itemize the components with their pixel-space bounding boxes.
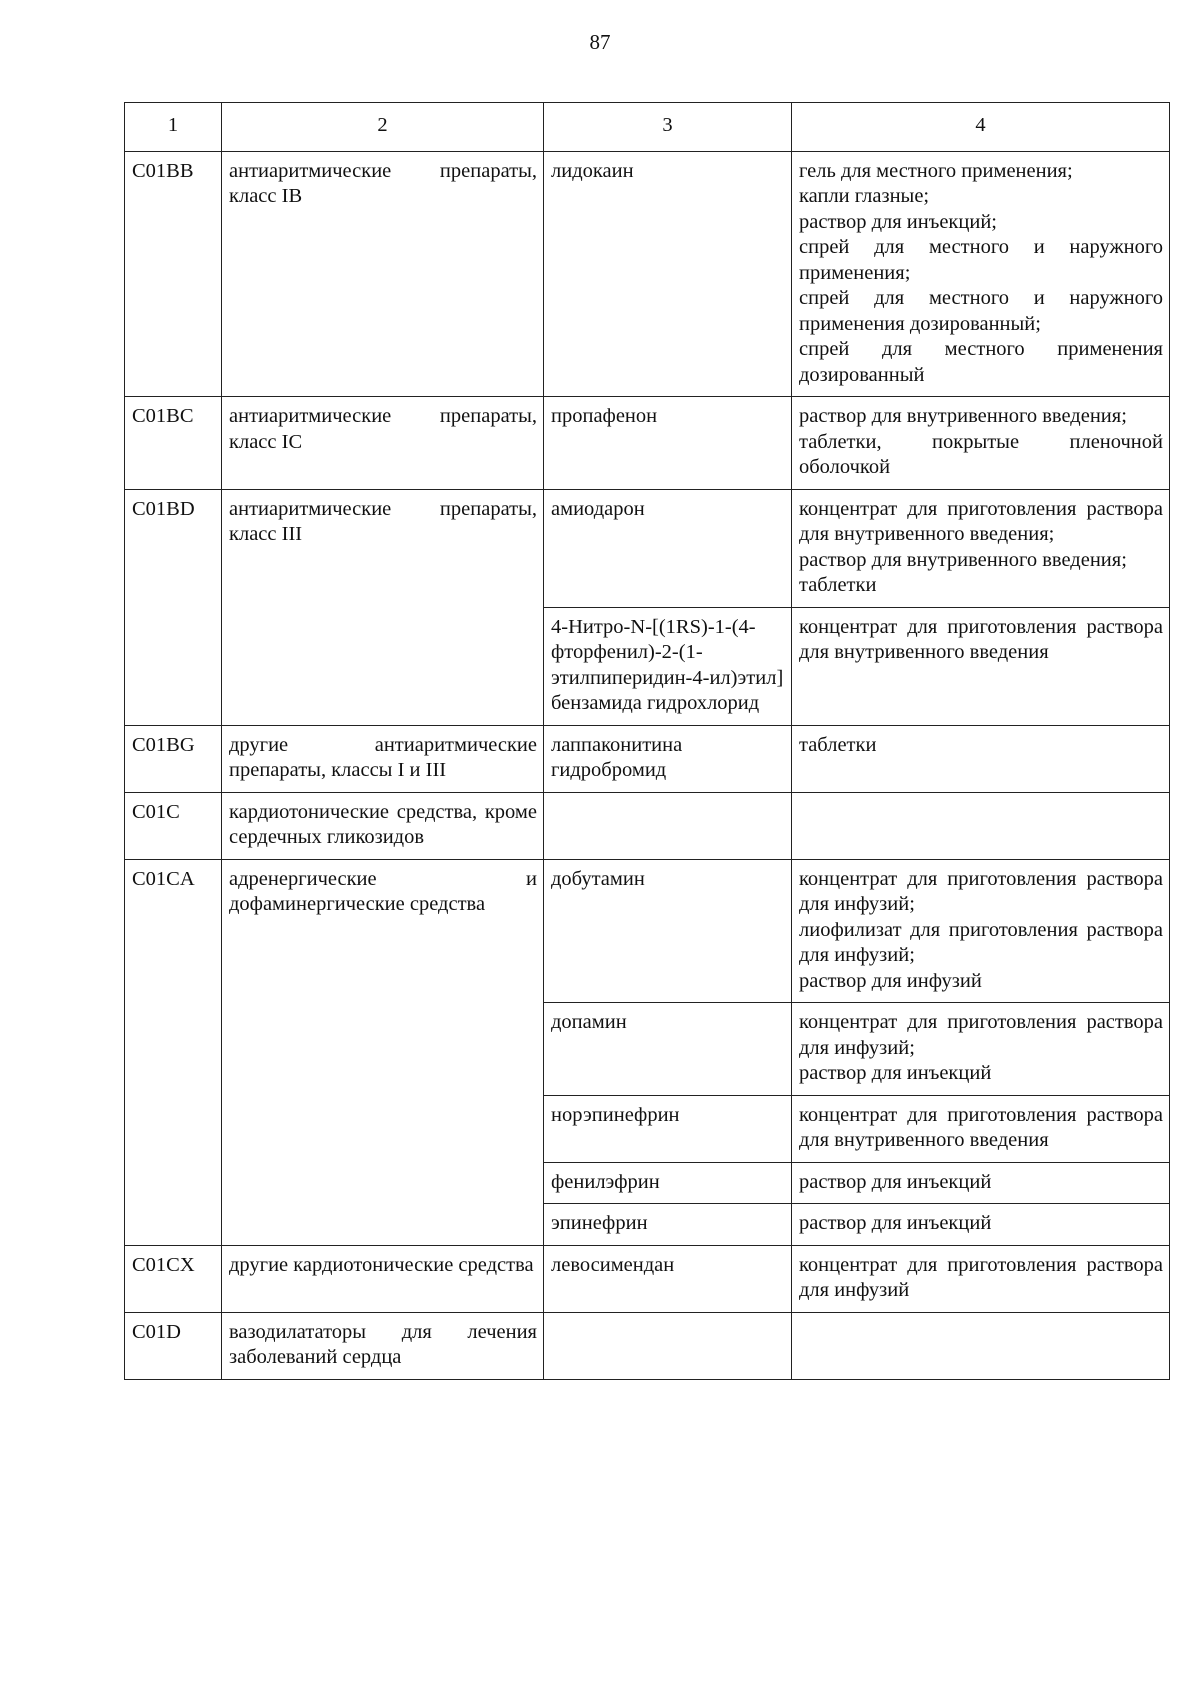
dosage-form: раствор для инъекций	[799, 1170, 992, 1193]
drug-name-cell: лидокаин	[544, 151, 792, 397]
group-name-cell: антиаритмические препараты, класс IC	[222, 397, 544, 490]
dosage-forms-cell	[792, 792, 1170, 859]
dosage-form: таблетки, покрытые пленочной оболочкой	[799, 430, 1163, 478]
atc-code-cell: C01CX	[125, 1245, 222, 1312]
column-header-2: 2	[222, 103, 544, 152]
dosage-forms-cell	[792, 1204, 1170, 1246]
dosage-forms-cell	[792, 397, 1170, 490]
dosage-form: концентрат для приготовления раствора для внутривенного введения;	[799, 497, 1163, 545]
group-name-cell: кардиотонические средства, кроме сердечных гликозидов	[222, 792, 544, 859]
drug-table	[124, 102, 1170, 1380]
dosage-form: таблетки	[799, 733, 877, 756]
drug-name-cell: добутамин	[544, 859, 792, 1003]
dosage-form: раствор для инфузий	[799, 969, 982, 992]
group-name-cell: антиаритмические препараты, класс IB	[222, 151, 544, 397]
page-number: 87	[589, 30, 611, 54]
table-row	[125, 1245, 1170, 1312]
group-name-cell: антиаритмические препараты, класс III	[222, 489, 544, 725]
dosage-forms-cell	[792, 1095, 1170, 1162]
dosage-form: раствор для инъекций	[799, 1212, 992, 1234]
dosage-forms-cell	[792, 859, 1170, 1003]
dosage-form: спрей для местного и наружного применения;	[799, 236, 1163, 284]
dosage-form: спрей для местного и наружного применения дозированный;	[799, 287, 1163, 335]
dosage-forms-cell	[792, 1162, 1170, 1204]
atc-code-cell: C01BC	[125, 397, 222, 490]
table-body	[125, 151, 1170, 1379]
dosage-forms-cell	[792, 725, 1170, 792]
dosage-form: таблетки	[799, 574, 877, 596]
dosage-form: концентрат для приготовления раствора для внутривенного введения	[799, 615, 1163, 663]
dosage-form: гель для местного применения;	[799, 159, 1073, 182]
column-header-4: 4	[792, 103, 1170, 152]
dosage-forms-cell	[792, 1312, 1170, 1379]
group-name-cell: вазодилататоры для лечения заболеваний сердца	[222, 1312, 544, 1379]
drug-name-cell: фенилэфрин	[544, 1162, 792, 1204]
header-row	[125, 103, 1170, 152]
group-name-cell: адренергические и дофаминергические средства	[222, 859, 544, 1245]
table-row	[125, 859, 1170, 1003]
dosage-forms-cell	[792, 1245, 1170, 1312]
table-row	[125, 489, 1170, 607]
table-row	[125, 151, 1170, 397]
dosage-forms-cell	[792, 607, 1170, 725]
dosage-form: концентрат для приготовления раствора для внутривенного введения	[799, 1103, 1163, 1151]
drug-name-cell: лаппаконитина гидробромид	[544, 725, 792, 792]
dosage-form: раствор для внутривенного введения;	[799, 405, 1127, 427]
dosage-form: спрей для местного применения дозированный	[799, 338, 1163, 386]
dosage-form: раствор для инъекций;	[799, 210, 997, 233]
drug-name-cell	[544, 792, 792, 859]
drug-name-cell: амиодарон	[544, 489, 792, 607]
drug-name-cell: левосимендан	[544, 1245, 792, 1312]
column-header-3: 3	[544, 103, 792, 152]
atc-code-cell: C01C	[125, 792, 222, 859]
dosage-form: раствор для инъекций	[799, 1062, 992, 1084]
group-name-cell: другие кардиотонические средства	[222, 1245, 544, 1312]
dosage-form: концентрат для приготовления раствора для инфузий;	[799, 1011, 1163, 1059]
column-header-1: 1	[125, 103, 222, 152]
dosage-forms-cell	[792, 1003, 1170, 1096]
table-row	[125, 792, 1170, 859]
atc-code-cell: C01D	[125, 1312, 222, 1379]
group-name-cell: другие антиаритмические препараты, классы I и III	[222, 725, 544, 792]
table-row	[125, 397, 1170, 490]
atc-code-cell: C01CA	[125, 859, 222, 1245]
dosage-form: концентрат для приготовления раствора для инфузий;	[799, 867, 1163, 915]
drug-name-cell: норэпинефрин	[544, 1095, 792, 1162]
drug-name-cell	[544, 1312, 792, 1379]
dosage-forms-cell	[792, 151, 1170, 397]
table-row	[125, 1312, 1170, 1379]
dosage-forms-cell	[792, 489, 1170, 607]
dosage-form: капли глазные;	[799, 185, 930, 207]
drug-name-cell: 4-Нитро-N-[(1RS)-1-(4-фторфенил)-2-(1-этилпиперидин-4-ил)этил] бензамида гидрохлорид	[544, 607, 792, 725]
drug-name-cell: пропафенон	[544, 397, 792, 490]
atc-code-cell: C01BD	[125, 489, 222, 725]
drug-name-cell: эпинефрин	[544, 1204, 792, 1246]
atc-code-cell: C01BG	[125, 725, 222, 792]
dosage-form: лиофилизат для приготовления раствора для инфузий;	[799, 918, 1163, 966]
dosage-form: концентрат для приготовления раствора для инфузий	[799, 1253, 1163, 1301]
drug-name-cell: допамин	[544, 1003, 792, 1096]
table-row	[125, 725, 1170, 792]
atc-code-cell: C01BB	[125, 151, 222, 397]
dosage-form: раствор для внутривенного введения;	[799, 548, 1127, 571]
